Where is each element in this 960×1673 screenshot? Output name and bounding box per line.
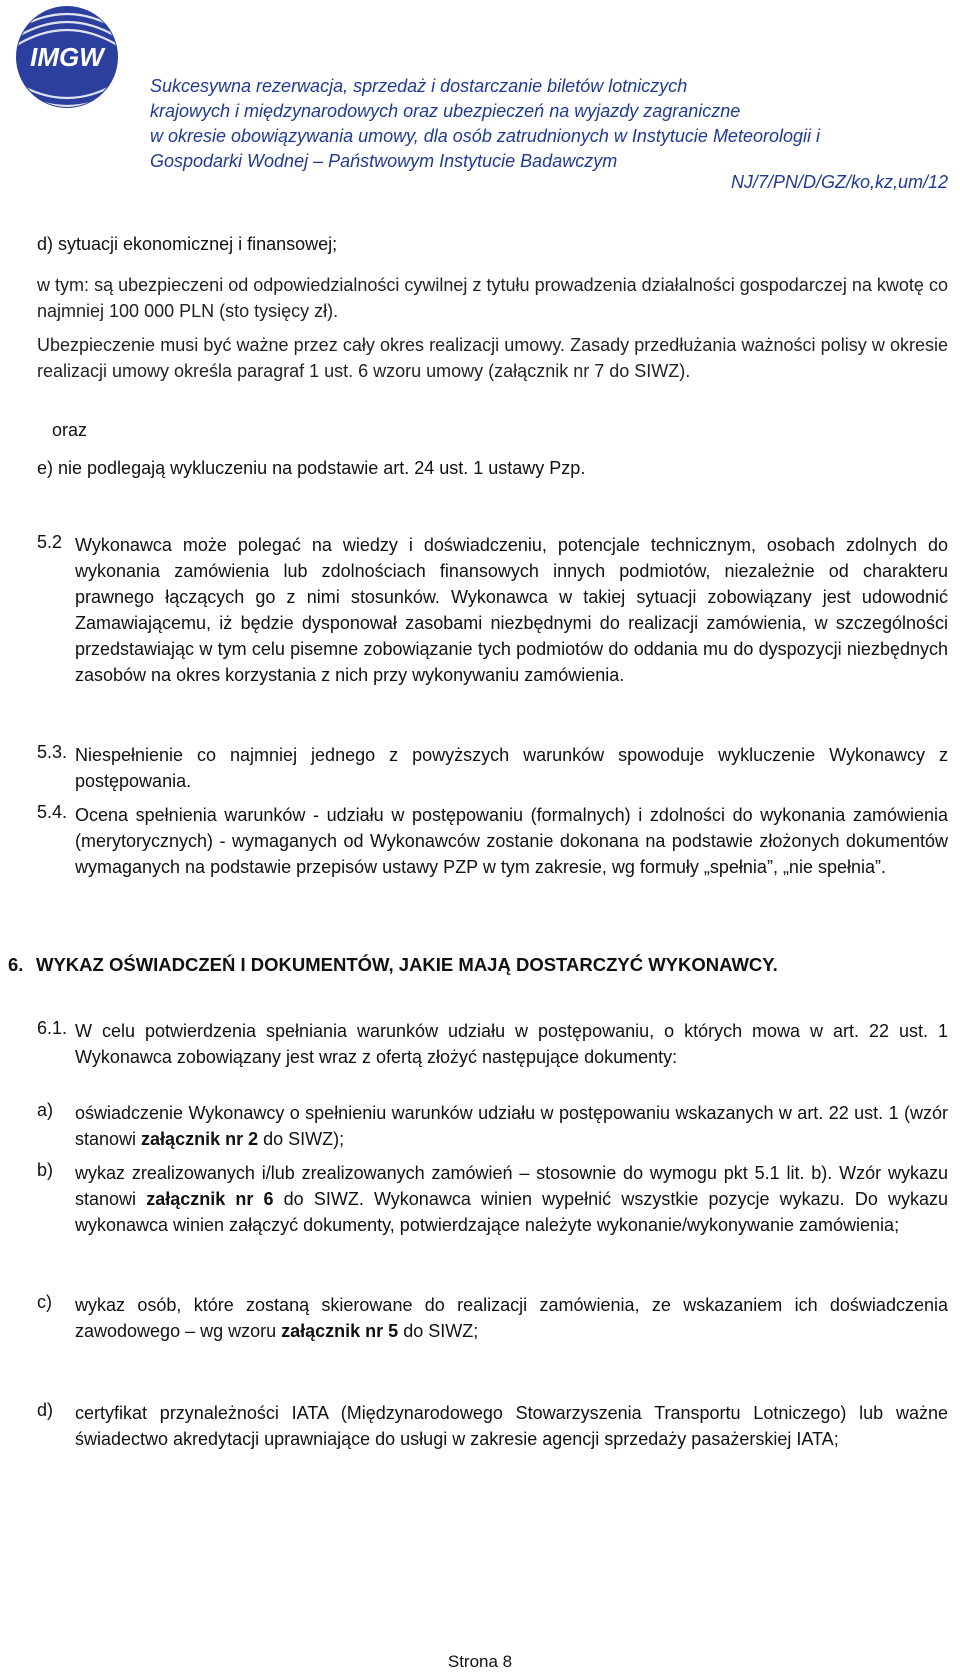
heading-number: 6. <box>8 954 24 975</box>
imgw-logo <box>14 4 120 110</box>
header-title-line: Gospodarki Wodnej – Państwowym Instytucie Badawczym <box>150 151 618 171</box>
imgw-logo-icon <box>14 4 120 110</box>
section-6-1 <box>37 1018 948 1070</box>
oraz-text: oraz <box>52 420 88 440</box>
list-item-b <box>37 1160 948 1238</box>
list-marker: d) <box>37 1400 54 1420</box>
item-e-text: e) nie podlegają wykluczeniu na podstawie art. 24 ust. 1 ustawy Pzp. <box>37 458 586 478</box>
list-item-a <box>37 1100 948 1152</box>
section-number: 5.3. <box>37 742 68 762</box>
section-6-heading <box>8 952 948 978</box>
insurance-paragraph-2: Ubezpieczenie musi być ważne przez cały okres realizacji umowy. Zasady przedłużania ważności polisy w okresie realizacji umowy określa paragraf 1 ust. 6 wzoru umowy (załącznik nr 7 do SIWZ). <box>37 335 948 381</box>
list-text: certyfikat przynależności IATA (Międzynarodowego Stowarzyszenia Transportu Lotniczego) lub ważne świadectwo akredytacji uprawniające do usługi w zakresie agencji sprzedaży pasażerskiej IATA; <box>75 1403 948 1449</box>
section-5-2 <box>37 532 948 688</box>
header-reference: NJ/7/PN/D/GZ/ko,kz,um/12 <box>730 172 948 192</box>
list-text: oświadczenie Wykonawcy o spełnieniu warunków udziału w postępowaniu wskazanych w art. 22 ust. 1 (wzór stanowi załącznik nr 2 do SIWZ); <box>75 1103 948 1149</box>
section-text: Niespełnienie co najmniej jednego z powyższych warunków spowoduje wykluczenie Wykonawcy z postępowania. <box>75 745 948 791</box>
list-marker: a) <box>37 1100 54 1120</box>
section-text: W celu potwierdzenia spełniania warunków udziału w postępowaniu, o których mowa w art. 22 ust. 1 Wykonawca zobowiązany jest wraz z ofertą złożyć następujące dokumenty: <box>75 1021 948 1067</box>
document-header <box>150 74 948 174</box>
section-text: Ocena spełnienia warunków - udziału w postępowaniu (formalnych) i zdolności do wykonania zamówienia (merytorycznych) - wymaganych od Wykonawców zostanie dokonana na podstawie złożonych dokumentów wymaganych na podstawie przepisów ustawy PZP w tym zakresie, wg formuły „spełnia”, „nie spełnia”. <box>75 805 948 877</box>
header-title-line: w okresie obowiązywania umowy, dla osób zatrudnionych w Instytucie Meteorologii i <box>150 126 820 146</box>
item-d-text: d) sytuacji ekonomicznej i finansowej; <box>37 234 338 254</box>
page-number: Strona 8 <box>447 1652 513 1671</box>
section-number: 6.1. <box>37 1018 68 1038</box>
section-text: Wykonawca może polegać na wiedzy i doświadczeniu, potencjale technicznym, osobach zdolnych do wykonania zamówienia lub zdolnościach finansowych innych podmiotów, niezależnie od charakteru prawnego łączących go z nimi stosunków. Wykonawca w takiej sytuacji zobowiązany jest udowodnić Zamawiającemu, iż będzie dysponował zasobami niezbędnymi do realizacji zamówienia, w szczególności przedstawiając w tym celu pisemne zobowiązanie tych podmiotów do oddania mu do dyspozycji niezbędnych zasobów na okres korzystania z nich przy wykonywaniu zamówienia. <box>75 535 948 685</box>
section-number: 5.2 <box>37 532 63 552</box>
insurance-paragraph-1: w tym: są ubezpieczeni od odpowiedzialności cywilnej z tytułu prowadzenia działalności gospodarczej na kwotę co najmniej 100 000 PLN (sto tysięcy zł). <box>37 275 948 321</box>
list-text: wykaz osób, które zostaną skierowane do realizacji zamówienia, ze wskazaniem ich doświadczenia zawodowego – wg wzoru załącznik nr 5 do SIWZ; <box>75 1295 948 1341</box>
list-item-d <box>37 1400 948 1452</box>
section-number: 5.4. <box>37 802 68 822</box>
list-item-c <box>37 1292 948 1344</box>
header-title-line: Sukcesywna rezerwacja, sprzedaż i dostarczanie biletów lotniczych <box>150 76 688 96</box>
logo-text: IMGW <box>30 42 104 72</box>
section-5-4 <box>37 802 948 880</box>
list-marker: b) <box>37 1160 54 1180</box>
header-title-line: krajowych i międzynarodowych oraz ubezpieczeń na wyjazdy zagraniczne <box>150 101 741 121</box>
list-marker: c) <box>37 1292 52 1312</box>
list-text: wykaz zrealizowanych i/lub zrealizowanych zamówień – stosownie do wymogu pkt 5.1 lit. b). Wzór wykazu stanowi załącznik nr 6 do SIWZ. Wykonawca winien wypełnić wszystkie pozycje wykazu. Do wykazu wykonawca winien załączyć dokumenty, potwierdzające należyte wykonanie/wykonywanie zamówienia; <box>75 1163 948 1235</box>
heading-text: WYKAZ OŚWIADCZEŃ I DOKUMENTÓW, JAKIE MAJĄ DOSTARCZYĆ WYKONAWCY. <box>36 954 778 975</box>
section-5-3 <box>37 742 948 794</box>
